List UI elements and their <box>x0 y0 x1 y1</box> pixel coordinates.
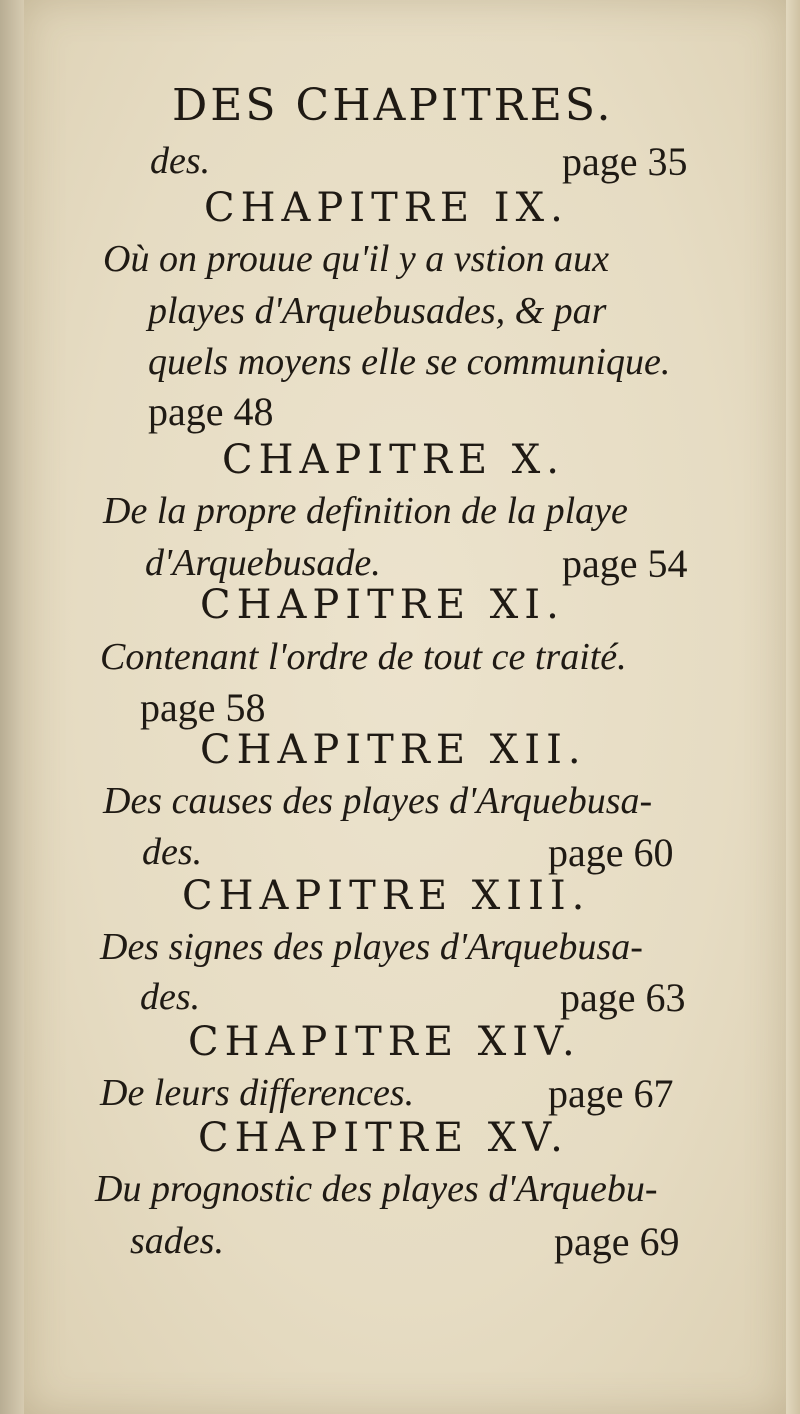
chapter-heading: CHAPITRE IX. <box>204 185 569 231</box>
page-reference: page 69 <box>554 1219 680 1264</box>
entry-text-line: playes d'Arquebusades, & par <box>148 290 607 332</box>
entry-text-line: quels moyens elle se communique. <box>148 341 671 383</box>
entry-text-line: Du prognostic des playes d'Arquebu- <box>95 1168 658 1210</box>
entry-text-line: des. <box>150 140 211 182</box>
entry-text-line: De leurs differences. <box>100 1072 415 1114</box>
page-reference: page 35 <box>562 139 688 184</box>
chapter-heading: CHAPITRE X. <box>222 437 565 483</box>
page-reference: page 54 <box>562 541 688 586</box>
entry-text-line: Des causes des playes d'Arquebusa- <box>103 780 653 822</box>
page-reference: page 58 <box>140 685 266 730</box>
entry-text-line: d'Arquebusade. <box>145 542 381 584</box>
entry-text-line: Où on prouue qu'il y a vstion aux <box>103 238 609 280</box>
page-reference: page 48 <box>148 389 274 434</box>
running-header: DES CHAPITRES. <box>172 80 614 131</box>
page-reference: page 67 <box>548 1071 674 1116</box>
page-reference: page 63 <box>560 975 686 1020</box>
chapter-heading: CHAPITRE XI. <box>200 582 565 628</box>
page-reference: page 60 <box>548 830 674 875</box>
entry-text-line: Des signes des playes d'Arquebusa- <box>100 926 643 968</box>
entry-text-line: des. <box>142 831 203 873</box>
entry-text-line: Contenant l'ordre de tout ce traité. <box>100 636 627 678</box>
entry-text-line: De la propre definition de la playe <box>103 490 628 532</box>
entry-text-line: des. <box>140 976 201 1018</box>
chapter-heading: CHAPITRE XII. <box>200 727 587 773</box>
chapter-heading: CHAPITRE XIII. <box>182 873 591 919</box>
chapter-heading: CHAPITRE XV. <box>198 1115 569 1161</box>
chapter-heading: CHAPITRE XIV. <box>188 1019 581 1065</box>
entry-text-line: sades. <box>130 1220 224 1262</box>
